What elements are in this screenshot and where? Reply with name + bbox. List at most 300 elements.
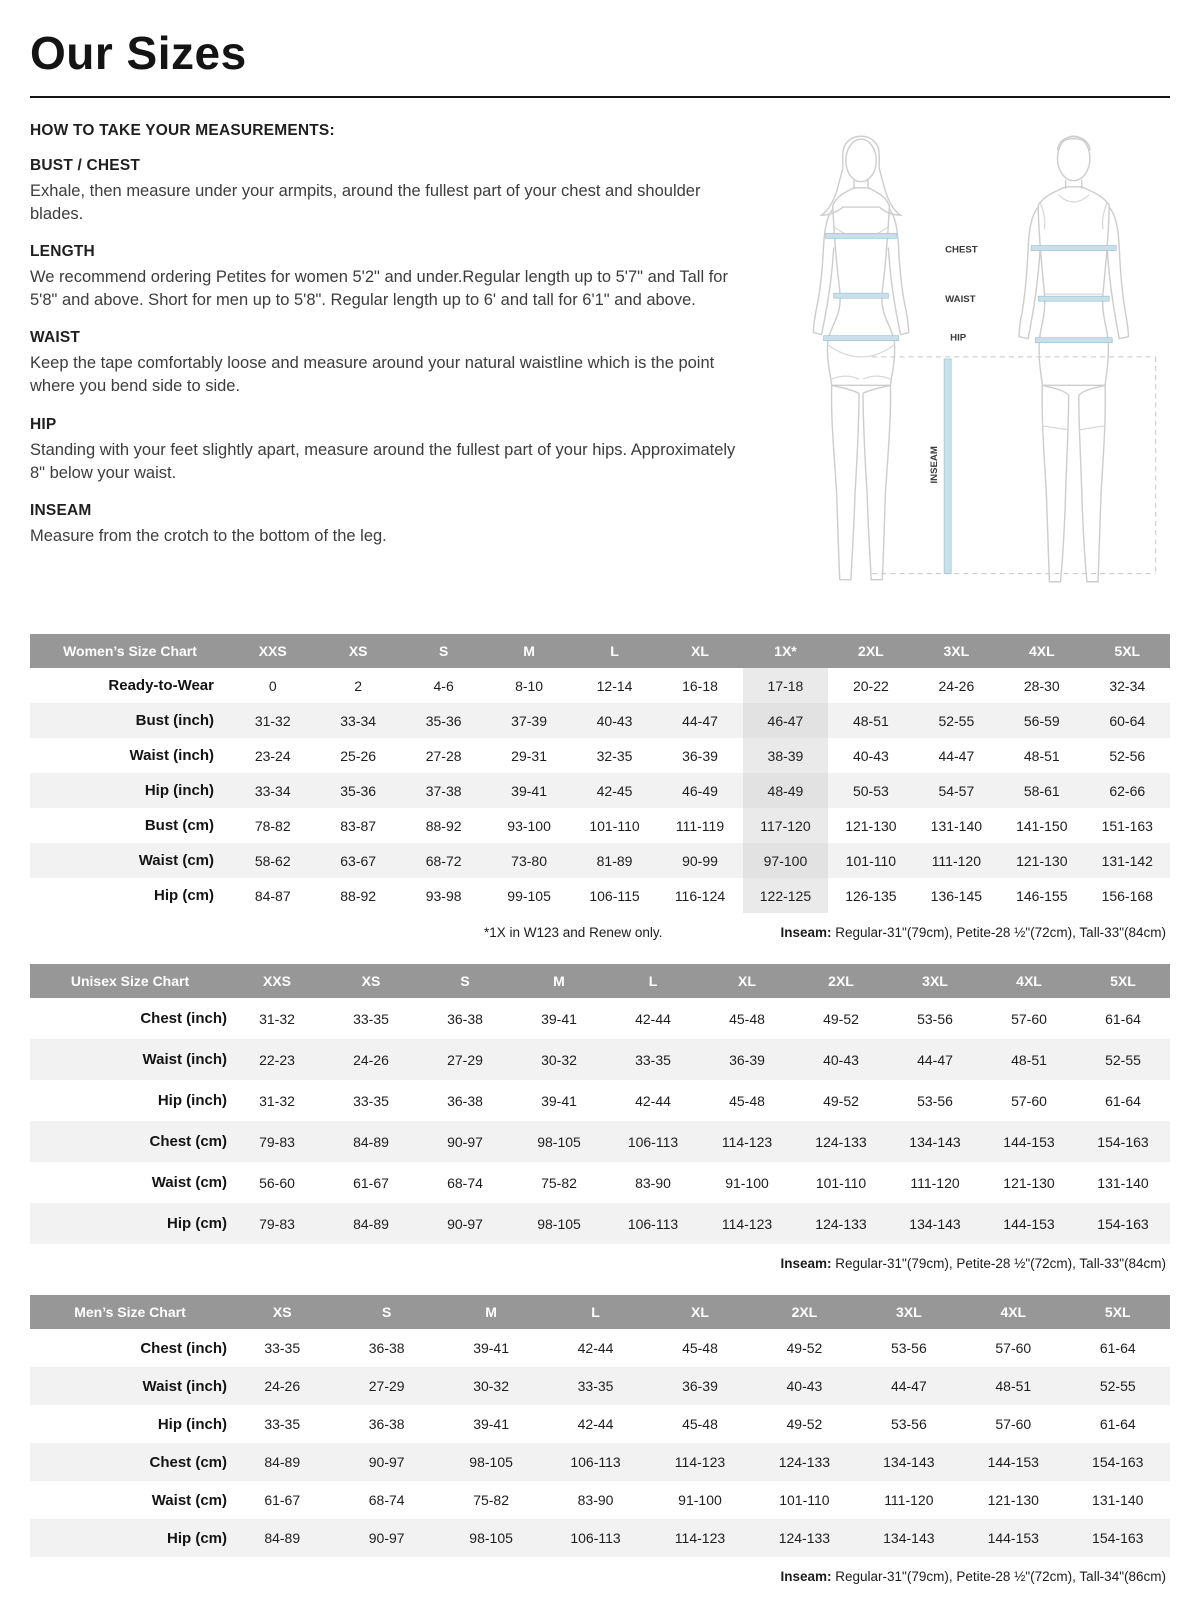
size-cell: 124-133 bbox=[794, 1203, 888, 1244]
size-cell: 98-105 bbox=[512, 1203, 606, 1244]
man-head bbox=[1058, 136, 1090, 181]
woman-left-leg bbox=[832, 385, 860, 579]
size-cell: 91-100 bbox=[678, 1492, 722, 1508]
column-header: XS bbox=[315, 634, 400, 668]
size-cell: 81-89 bbox=[572, 843, 657, 878]
size-cell: 97-100 bbox=[743, 843, 828, 878]
size-cell: 121-130 bbox=[999, 843, 1084, 878]
inseam-note-text: Regular-31"(79cm), Petite-28 ½"(72cm), Tall-34"(86cm) bbox=[831, 1569, 1166, 1584]
size-cell: 32-35 bbox=[596, 747, 633, 764]
size-cell: 88-92 bbox=[340, 887, 377, 904]
table-row bbox=[30, 998, 1170, 1039]
size-cell: 106-113 bbox=[606, 1203, 700, 1244]
size-cell: 33-35 bbox=[264, 1340, 301, 1356]
inseam-note-label: Inseam: bbox=[780, 1256, 832, 1271]
table-row bbox=[30, 1367, 1170, 1405]
man-garment-lines bbox=[1040, 195, 1107, 430]
size-cell: 56-60 bbox=[259, 1174, 295, 1191]
size-cell: 116-124 bbox=[674, 887, 726, 904]
size-cell: 68-72 bbox=[401, 843, 486, 878]
table-row bbox=[30, 738, 1170, 773]
column-header: L bbox=[606, 964, 700, 998]
table-row bbox=[30, 773, 1170, 808]
size-cell: 53-56 bbox=[917, 1010, 953, 1027]
row-label: Hip (inch) bbox=[157, 1092, 227, 1109]
row-label: Chest (inch) bbox=[140, 1010, 227, 1027]
size-cell: 33-34 bbox=[315, 703, 400, 738]
size-cell: 54-57 bbox=[914, 773, 999, 808]
size-cell: 27-29 bbox=[418, 1039, 512, 1080]
row-label: Hip (cm) bbox=[30, 1519, 230, 1557]
row-label: Bust (inch) bbox=[30, 703, 230, 738]
size-cell: 84-89 bbox=[324, 1121, 418, 1162]
size-cell: 52-55 bbox=[1066, 1367, 1171, 1405]
size-cell: 57-60 bbox=[995, 1340, 1032, 1356]
size-cell: 52-56 bbox=[1109, 747, 1146, 764]
section-heading: LENGTH bbox=[30, 243, 95, 261]
size-cell: 39-41 bbox=[473, 1340, 509, 1356]
size-cell: 45-48 bbox=[729, 1092, 765, 1109]
column-header: 1X* bbox=[743, 634, 828, 668]
size-cell: 84-89 bbox=[230, 1519, 334, 1557]
column-header: S bbox=[401, 634, 486, 668]
size-cell: 20-22 bbox=[852, 677, 889, 694]
size-cell: 36-39 bbox=[700, 1039, 794, 1080]
column-header: 3XL bbox=[857, 1295, 961, 1329]
mens-size-chart bbox=[30, 1295, 1170, 1557]
size-cell: 114-123 bbox=[648, 1443, 752, 1481]
woman-garment-lines bbox=[828, 227, 895, 379]
man-left-arm bbox=[1019, 207, 1040, 339]
instructions-heading: HOW TO TAKE YOUR MEASUREMENTS: bbox=[30, 122, 335, 139]
table-title: Men’s Size Chart bbox=[30, 1295, 230, 1329]
size-cell: 90-97 bbox=[334, 1443, 438, 1481]
size-cell: 57-60 bbox=[1011, 1092, 1047, 1109]
size-cell: 83-90 bbox=[577, 1492, 614, 1508]
size-cell: 42-44 bbox=[577, 1416, 614, 1432]
inseam-note-label: Inseam: bbox=[780, 1569, 832, 1584]
table-row bbox=[30, 1329, 1170, 1367]
man-torso bbox=[1038, 187, 1109, 385]
row-label: Waist (inch) bbox=[30, 1039, 230, 1080]
size-cell: 28-30 bbox=[1023, 677, 1060, 694]
size-cell: 101-110 bbox=[828, 843, 913, 878]
row-label: Waist (cm) bbox=[30, 843, 230, 878]
table-row bbox=[30, 1443, 1170, 1481]
size-cell: 88-92 bbox=[425, 817, 462, 834]
section-text: Measure from the crotch to the bottom of the leg. bbox=[30, 526, 387, 545]
size-cell: 35-36 bbox=[315, 773, 400, 808]
size-cell: 48-51 bbox=[982, 1039, 1076, 1080]
size-cell: 58-61 bbox=[999, 773, 1084, 808]
size-cell: 111-120 bbox=[914, 843, 999, 878]
column-header: 4XL bbox=[999, 634, 1084, 668]
woman-left-arm bbox=[813, 209, 833, 335]
man-left-leg bbox=[1042, 385, 1069, 581]
size-cell: 30-32 bbox=[512, 1039, 606, 1080]
size-cell: 16-18 bbox=[682, 677, 718, 694]
table-row bbox=[30, 843, 1170, 878]
size-cell: 23-24 bbox=[254, 747, 291, 764]
size-cell: 111-120 bbox=[910, 1174, 960, 1191]
size-cell: 40-43 bbox=[572, 703, 657, 738]
row-label: Chest (inch) bbox=[140, 1339, 227, 1357]
man-right-leg bbox=[1079, 385, 1106, 581]
row-label: Waist (cm) bbox=[151, 1491, 227, 1509]
column-header: L bbox=[543, 1295, 647, 1329]
size-cell: 31-32 bbox=[230, 703, 315, 738]
section-heading: HIP bbox=[30, 415, 57, 433]
table-row bbox=[30, 1203, 1170, 1244]
table-row bbox=[30, 1162, 1170, 1203]
column-header: 5XL bbox=[1085, 634, 1170, 668]
size-cell: 49-52 bbox=[823, 1010, 859, 1027]
unisex-size-chart bbox=[30, 964, 1170, 1244]
size-cell: 121-130 bbox=[987, 1492, 1039, 1508]
size-cell: 111-120 bbox=[884, 1492, 934, 1508]
size-cell: 36-39 bbox=[682, 747, 718, 764]
row-label: Hip (cm) bbox=[154, 887, 214, 904]
size-cell: 91-100 bbox=[725, 1174, 769, 1191]
man-hip-line bbox=[1035, 338, 1112, 343]
unisex-size-chart-table bbox=[30, 964, 1170, 1244]
column-header: 3XL bbox=[888, 964, 982, 998]
size-cell: 24-26 bbox=[938, 677, 975, 694]
size-cell: 124-133 bbox=[794, 1121, 888, 1162]
size-cell: 93-98 bbox=[425, 887, 462, 904]
section-heading: WAIST bbox=[30, 329, 81, 347]
inseam-note-label: Inseam: bbox=[780, 925, 832, 940]
waist-label: WAIST bbox=[945, 294, 976, 306]
column-header: XS bbox=[230, 1295, 334, 1329]
size-cell: 22-23 bbox=[230, 1039, 324, 1080]
size-cell: 36-38 bbox=[368, 1416, 405, 1432]
size-cell: 44-47 bbox=[888, 1039, 982, 1080]
table-row bbox=[30, 1121, 1170, 1162]
size-cell: 36-38 bbox=[368, 1340, 405, 1356]
size-cell: 156-168 bbox=[1101, 887, 1153, 904]
mens-inseam-note bbox=[34, 1569, 1166, 1584]
woman-chest-line bbox=[826, 233, 897, 238]
size-cell: 124-133 bbox=[752, 1443, 856, 1481]
size-cell: 154-163 bbox=[1066, 1519, 1171, 1557]
size-cell: 114-123 bbox=[700, 1121, 794, 1162]
size-cell: 33-35 bbox=[353, 1092, 389, 1109]
table-row bbox=[30, 1405, 1170, 1443]
size-cell: 101-110 bbox=[815, 1174, 867, 1191]
size-cell: 98-105 bbox=[439, 1443, 543, 1481]
section-length bbox=[30, 243, 750, 312]
column-header: XXS bbox=[230, 964, 324, 998]
size-cell: 53-56 bbox=[890, 1340, 927, 1356]
size-cell: 79-83 bbox=[230, 1121, 324, 1162]
column-header: S bbox=[418, 964, 512, 998]
size-cell: 73-80 bbox=[486, 843, 571, 878]
size-cell: 134-143 bbox=[857, 1519, 961, 1557]
section-heading: BUST / CHEST bbox=[30, 157, 141, 174]
size-cell: 27-29 bbox=[334, 1367, 438, 1405]
size-cell: 50-53 bbox=[828, 773, 913, 808]
column-header: XXS bbox=[230, 634, 315, 668]
column-header: L bbox=[572, 634, 657, 668]
column-header: XL bbox=[700, 964, 794, 998]
size-cell: 90-99 bbox=[657, 843, 742, 878]
size-cell: 48-51 bbox=[961, 1367, 1065, 1405]
section-text: We recommend ordering Petites for women 5'2" and under.Regular length up to 5'7" and Tall for 5'8" and above. Short for men up to 5'8". Regular length up to 6' and tall for 6'1" and above. bbox=[30, 268, 728, 310]
unisex-inseam-note bbox=[34, 1256, 1166, 1271]
size-cell: 61-64 bbox=[1105, 1092, 1141, 1109]
womens-table-notes bbox=[34, 925, 1166, 940]
size-cell: 131-140 bbox=[1097, 1174, 1149, 1191]
size-cell: 4-6 bbox=[433, 677, 454, 694]
size-cell: 37-38 bbox=[401, 773, 486, 808]
size-cell: 42-44 bbox=[635, 1010, 671, 1027]
size-cell: 42-44 bbox=[577, 1340, 614, 1356]
column-header: 2XL bbox=[752, 1295, 856, 1329]
size-cell: 99-105 bbox=[507, 887, 551, 904]
row-label: Bust (cm) bbox=[144, 817, 214, 834]
womens-size-chart bbox=[30, 634, 1170, 913]
size-cell: 44-47 bbox=[657, 703, 742, 738]
one-x-footnote: *1X in W123 and Renew only. bbox=[484, 925, 663, 940]
size-cell: 39-41 bbox=[486, 773, 571, 808]
man-waist-line bbox=[1038, 296, 1109, 301]
woman-right-arm bbox=[888, 209, 908, 335]
size-cell: 45-48 bbox=[682, 1416, 718, 1432]
hip-label: HIP bbox=[950, 332, 967, 344]
womens-size-chart-table bbox=[30, 634, 1170, 913]
size-cell: 106-113 bbox=[606, 1121, 700, 1162]
size-cell: 49-52 bbox=[786, 1340, 823, 1356]
size-cell: 45-48 bbox=[729, 1010, 765, 1027]
inseam-guide-lines bbox=[872, 357, 1156, 574]
column-header: XL bbox=[657, 634, 742, 668]
column-header: 2XL bbox=[828, 634, 913, 668]
mens-size-chart-table bbox=[30, 1295, 1170, 1557]
section-text: Exhale, then measure under your armpits, around the fullest part of your chest and shoulder blades. bbox=[30, 182, 701, 224]
column-header: 4XL bbox=[982, 964, 1076, 998]
size-cell: 93-100 bbox=[507, 817, 551, 834]
size-cell: 12-14 bbox=[596, 677, 633, 694]
size-cell: 79-83 bbox=[230, 1203, 324, 1244]
size-cell: 48-49 bbox=[743, 773, 828, 808]
womens-inseam-note bbox=[780, 925, 1166, 940]
size-cell: 141-150 bbox=[1016, 817, 1068, 834]
chest-label: CHEST bbox=[945, 244, 978, 256]
size-cell: 61-64 bbox=[1105, 1010, 1141, 1027]
size-cell: 17-18 bbox=[743, 668, 828, 703]
size-cell: 146-155 bbox=[1016, 887, 1068, 904]
size-cell: 134-143 bbox=[888, 1121, 982, 1162]
size-cell: 56-59 bbox=[999, 703, 1084, 738]
table-row bbox=[30, 878, 1170, 913]
size-cell: 84-89 bbox=[324, 1203, 418, 1244]
size-cell: 154-163 bbox=[1066, 1443, 1171, 1481]
size-cell: 154-163 bbox=[1076, 1203, 1170, 1244]
size-cell: 106-113 bbox=[543, 1443, 647, 1481]
size-cell: 101-110 bbox=[589, 817, 640, 834]
table-title: Women’s Size Chart bbox=[30, 634, 230, 668]
size-cell: 52-55 bbox=[914, 703, 999, 738]
row-label: Waist (inch) bbox=[30, 1367, 230, 1405]
inseam-line bbox=[944, 359, 951, 574]
size-cell: 98-105 bbox=[512, 1121, 606, 1162]
size-cell: 24-26 bbox=[324, 1039, 418, 1080]
size-cell: 62-66 bbox=[1085, 773, 1170, 808]
measurement-labels bbox=[929, 245, 978, 484]
row-label: Waist (inch) bbox=[129, 747, 214, 764]
size-cell: 39-41 bbox=[473, 1416, 509, 1432]
row-label: Hip (inch) bbox=[30, 773, 230, 808]
size-cell: 114-123 bbox=[700, 1203, 794, 1244]
size-cell: 48-51 bbox=[1023, 747, 1060, 764]
size-cell: 53-56 bbox=[890, 1416, 927, 1432]
size-cell: 124-133 bbox=[752, 1519, 856, 1557]
size-cell: 0 bbox=[268, 677, 277, 694]
table-row bbox=[30, 703, 1170, 738]
measurement-diagram bbox=[765, 122, 1170, 610]
size-cell: 83-90 bbox=[635, 1174, 671, 1191]
section-text: Keep the tape comfortably loose and measure around your natural waistline which is the point where you bend side to side. bbox=[30, 354, 715, 396]
size-cell: 57-60 bbox=[995, 1416, 1032, 1432]
size-cell: 45-48 bbox=[682, 1340, 718, 1356]
size-cell: 44-47 bbox=[857, 1367, 961, 1405]
man-right-arm bbox=[1107, 207, 1128, 339]
size-cell: 48-51 bbox=[828, 703, 913, 738]
size-cell: 25-26 bbox=[340, 747, 377, 764]
row-label: Hip (cm) bbox=[30, 1203, 230, 1244]
size-cell: 61-67 bbox=[353, 1174, 389, 1191]
size-cell: 2 bbox=[354, 677, 363, 694]
row-label: Hip (inch) bbox=[157, 1415, 227, 1433]
table-row bbox=[30, 668, 1170, 703]
size-cell: 106-115 bbox=[589, 887, 640, 904]
table-row bbox=[30, 1519, 1170, 1557]
size-cell: 134-143 bbox=[857, 1443, 961, 1481]
size-cell: 144-153 bbox=[961, 1443, 1065, 1481]
size-cell: 58-62 bbox=[230, 843, 315, 878]
size-cell: 42-45 bbox=[572, 773, 657, 808]
row-label: Chest (cm) bbox=[30, 1443, 230, 1481]
column-header: 4XL bbox=[961, 1295, 1065, 1329]
column-header: M bbox=[512, 964, 606, 998]
size-cell: 32-34 bbox=[1109, 677, 1146, 694]
size-cell: 8-10 bbox=[515, 677, 544, 694]
size-cell: 90-97 bbox=[334, 1519, 438, 1557]
size-cell: 37-39 bbox=[486, 703, 571, 738]
size-cell: 154-163 bbox=[1076, 1121, 1170, 1162]
column-header: XL bbox=[648, 1295, 752, 1329]
woman-head bbox=[846, 139, 876, 182]
size-cell: 131-142 bbox=[1085, 843, 1170, 878]
size-cell: 40-43 bbox=[794, 1039, 888, 1080]
size-cell: 122-125 bbox=[743, 878, 828, 913]
size-cell: 38-39 bbox=[743, 738, 828, 773]
section-inseam bbox=[30, 502, 750, 548]
size-cell: 46-47 bbox=[743, 703, 828, 738]
size-cell: 75-82 bbox=[473, 1492, 509, 1508]
section-heading: INSEAM bbox=[30, 501, 92, 519]
column-header: 5XL bbox=[1066, 1295, 1171, 1329]
inseam-label: INSEAM bbox=[928, 446, 940, 484]
size-cell: 53-56 bbox=[917, 1092, 953, 1109]
size-cell: 117-120 bbox=[743, 808, 828, 843]
size-cell: 131-140 bbox=[930, 817, 983, 834]
size-cell: 98-105 bbox=[439, 1519, 543, 1557]
size-cell: 27-28 bbox=[425, 747, 462, 764]
size-cell: 68-74 bbox=[447, 1174, 483, 1191]
column-header: S bbox=[334, 1295, 438, 1329]
table-row bbox=[30, 1481, 1170, 1519]
column-header: M bbox=[486, 634, 571, 668]
size-cell: 126-135 bbox=[845, 887, 897, 904]
size-cell: 60-64 bbox=[1085, 703, 1170, 738]
woman-hip-line bbox=[824, 336, 899, 341]
table-row bbox=[30, 1039, 1170, 1080]
size-cell: 78-82 bbox=[254, 817, 291, 834]
size-cell: 33-34 bbox=[230, 773, 315, 808]
size-cell: 84-87 bbox=[254, 887, 291, 904]
table-row bbox=[30, 1080, 1170, 1121]
size-cell: 29-31 bbox=[511, 747, 547, 764]
size-cell: 61-64 bbox=[1099, 1340, 1136, 1356]
inseam-note-text: Regular-31"(79cm), Petite-28 ½"(72cm), Tall-33"(84cm) bbox=[831, 1256, 1166, 1271]
size-cell: 52-55 bbox=[1076, 1039, 1170, 1080]
size-cell: 36-39 bbox=[648, 1367, 752, 1405]
size-cell: 90-97 bbox=[418, 1121, 512, 1162]
page-title: Our Sizes bbox=[30, 27, 247, 79]
size-cell: 44-47 bbox=[938, 747, 975, 764]
size-cell: 131-140 bbox=[1092, 1492, 1144, 1508]
size-cell: 101-110 bbox=[779, 1492, 830, 1508]
size-cell: 36-38 bbox=[447, 1092, 483, 1109]
column-header: XS bbox=[324, 964, 418, 998]
row-label: Ready-to-Wear bbox=[108, 677, 214, 694]
size-cell: 114-123 bbox=[648, 1519, 752, 1557]
table-row bbox=[30, 808, 1170, 843]
section-hip bbox=[30, 416, 750, 485]
size-cell: 57-60 bbox=[1011, 1010, 1047, 1027]
size-cell: 39-41 bbox=[541, 1092, 577, 1109]
body-measurement-illustration bbox=[785, 124, 1170, 602]
row-label: Chest (cm) bbox=[30, 1121, 230, 1162]
size-cell: 121-130 bbox=[845, 817, 897, 834]
measurement-bands bbox=[824, 233, 1117, 573]
size-cell: 61-67 bbox=[264, 1492, 301, 1508]
woman-figure bbox=[813, 136, 908, 580]
column-header: 5XL bbox=[1076, 964, 1170, 998]
section-bust-chest bbox=[30, 157, 750, 226]
man-figure bbox=[1019, 136, 1128, 582]
size-cell: 83-87 bbox=[340, 817, 377, 834]
size-cell: 46-49 bbox=[657, 773, 742, 808]
size-cell: 39-41 bbox=[541, 1010, 577, 1027]
size-cell: 33-35 bbox=[264, 1416, 301, 1432]
woman-torso bbox=[827, 188, 894, 385]
measurement-guide bbox=[30, 122, 1170, 610]
size-cell: 151-163 bbox=[1101, 817, 1153, 834]
size-cell: 134-143 bbox=[888, 1203, 982, 1244]
size-cell: 30-32 bbox=[439, 1367, 543, 1405]
column-header: 2XL bbox=[794, 964, 888, 998]
section-text: Standing with your feet slightly apart, measure around the fullest part of your hips. Approximately 8" below your waist. bbox=[30, 440, 736, 482]
size-cell: 40-43 bbox=[852, 747, 889, 764]
size-cell: 121-130 bbox=[1003, 1174, 1055, 1191]
column-header: M bbox=[439, 1295, 543, 1329]
size-cell: 63-67 bbox=[315, 843, 400, 878]
size-cell: 111-119 bbox=[675, 817, 725, 834]
size-cell: 144-153 bbox=[961, 1519, 1065, 1557]
